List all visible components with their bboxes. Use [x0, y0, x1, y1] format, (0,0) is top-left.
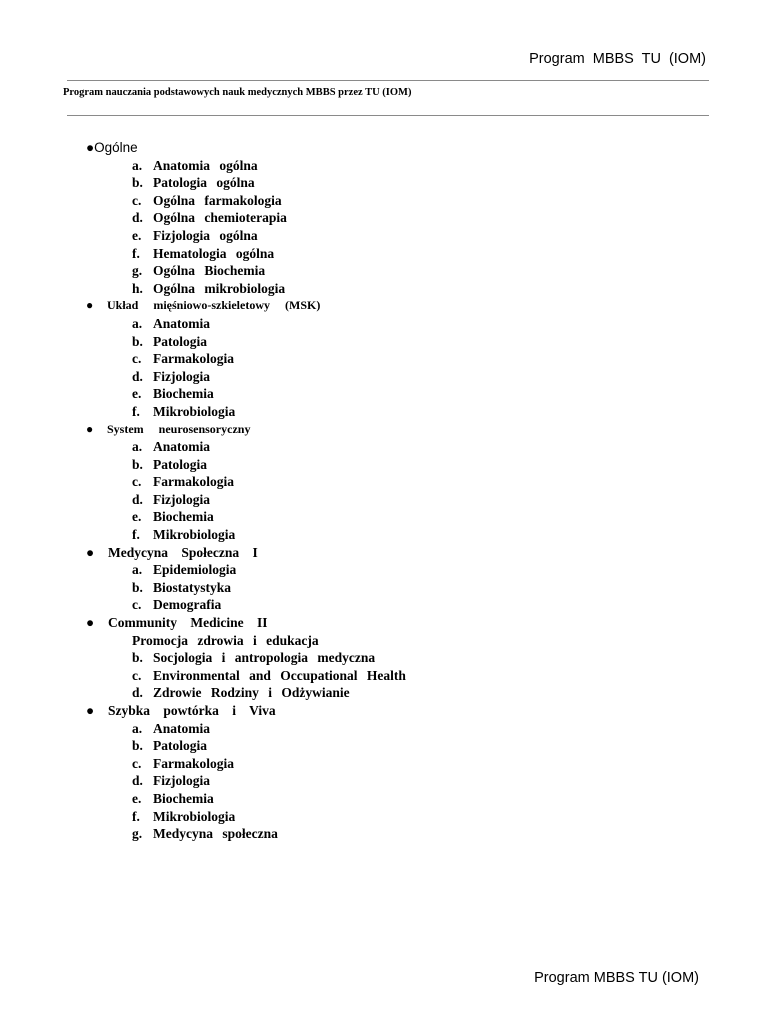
- list-item: c. Farmakologia: [132, 755, 234, 771]
- list-item: c. Environmental and Occupational Health: [132, 667, 406, 683]
- list-item: a. Anatomia ogólna: [132, 157, 258, 173]
- list-item: c. Farmakologia: [132, 351, 234, 367]
- list-item: b. Patologia: [132, 738, 207, 754]
- bullet-icon: ●: [86, 298, 94, 313]
- section-heading: ● Medycyna Społeczna I: [86, 544, 258, 560]
- list-item: d. Fizjologia: [132, 773, 210, 789]
- bullet-icon: ●: [86, 703, 95, 718]
- list-item: Promocja zdrowia i edukacja: [132, 632, 319, 648]
- section-heading: ● Szybka powtórka i Viva: [86, 703, 276, 718]
- list-item: f. Mikrobiologia: [132, 808, 236, 824]
- list-item: d. Fizjologia: [132, 368, 210, 384]
- list-item: b. Patologia: [132, 333, 207, 349]
- bullet-icon: ●: [86, 544, 95, 560]
- section-heading: ● System neurosensoryczny: [0, 421, 768, 439]
- bullet-icon: ●: [86, 615, 95, 631]
- list-item: a. Anatomia: [132, 439, 210, 455]
- list-item: b. Patologia ogólna: [132, 175, 255, 191]
- list-item: a. Anatomia: [132, 315, 210, 331]
- page-header: Program MBBS TU (IOM): [529, 51, 706, 67]
- list-item: a. Epidemiologia: [132, 562, 237, 578]
- list-item: h. Ogólna mikrobiologia: [132, 280, 286, 296]
- list-item: c. Farmakologia: [132, 474, 234, 490]
- list-item: f. Mikrobiologia: [132, 527, 236, 543]
- list-item: f. Hematologia ogólna: [132, 245, 275, 261]
- list-item: e. Biochemia: [132, 386, 214, 402]
- list-item: d. Zdrowie Rodziny i Odżywianie: [132, 685, 350, 701]
- bullet-icon: ●: [86, 140, 95, 155]
- bullet-icon: ●: [86, 421, 94, 436]
- header-rule: [67, 80, 709, 81]
- document-subtitle: Program nauczania podstawowych nauk medycznych MBBS przez TU (IOM): [63, 87, 412, 98]
- section-heading: ● Community Medicine II: [86, 615, 268, 631]
- list-item: d. Fizjologia: [132, 491, 210, 507]
- list-item: c. Ogólna farmakologia: [132, 192, 282, 208]
- list-item: d. Ogólna chemioterapia: [132, 210, 287, 226]
- list-item: e. Biochemia: [132, 790, 214, 806]
- list-item: g. Medycyna społeczna: [132, 826, 278, 842]
- list-item: a. Anatomia: [132, 720, 210, 736]
- list-item: e. Fizjologia ogólna: [132, 227, 258, 243]
- list-item: b. Patologia: [132, 456, 207, 472]
- page-footer: Program MBBS TU (IOM): [534, 970, 699, 986]
- list-item: f. Mikrobiologia: [132, 403, 236, 419]
- list-item: b. Socjologia i antropologia medyczna: [132, 650, 376, 666]
- list-item: c. Demografia: [132, 597, 222, 613]
- list-item: e. Biochemia: [132, 509, 214, 525]
- section-heading: ● Układ mięśniowo-szkieletowy (MSK): [0, 297, 768, 315]
- section-heading: ●Ogólne: [86, 140, 138, 155]
- syllabus-outline: [0, 139, 768, 843]
- list-item: g. Ogólna Biochemia: [132, 263, 266, 279]
- subtitle-rule: [67, 115, 709, 116]
- list-item: b. Biostatystyka: [132, 579, 232, 595]
